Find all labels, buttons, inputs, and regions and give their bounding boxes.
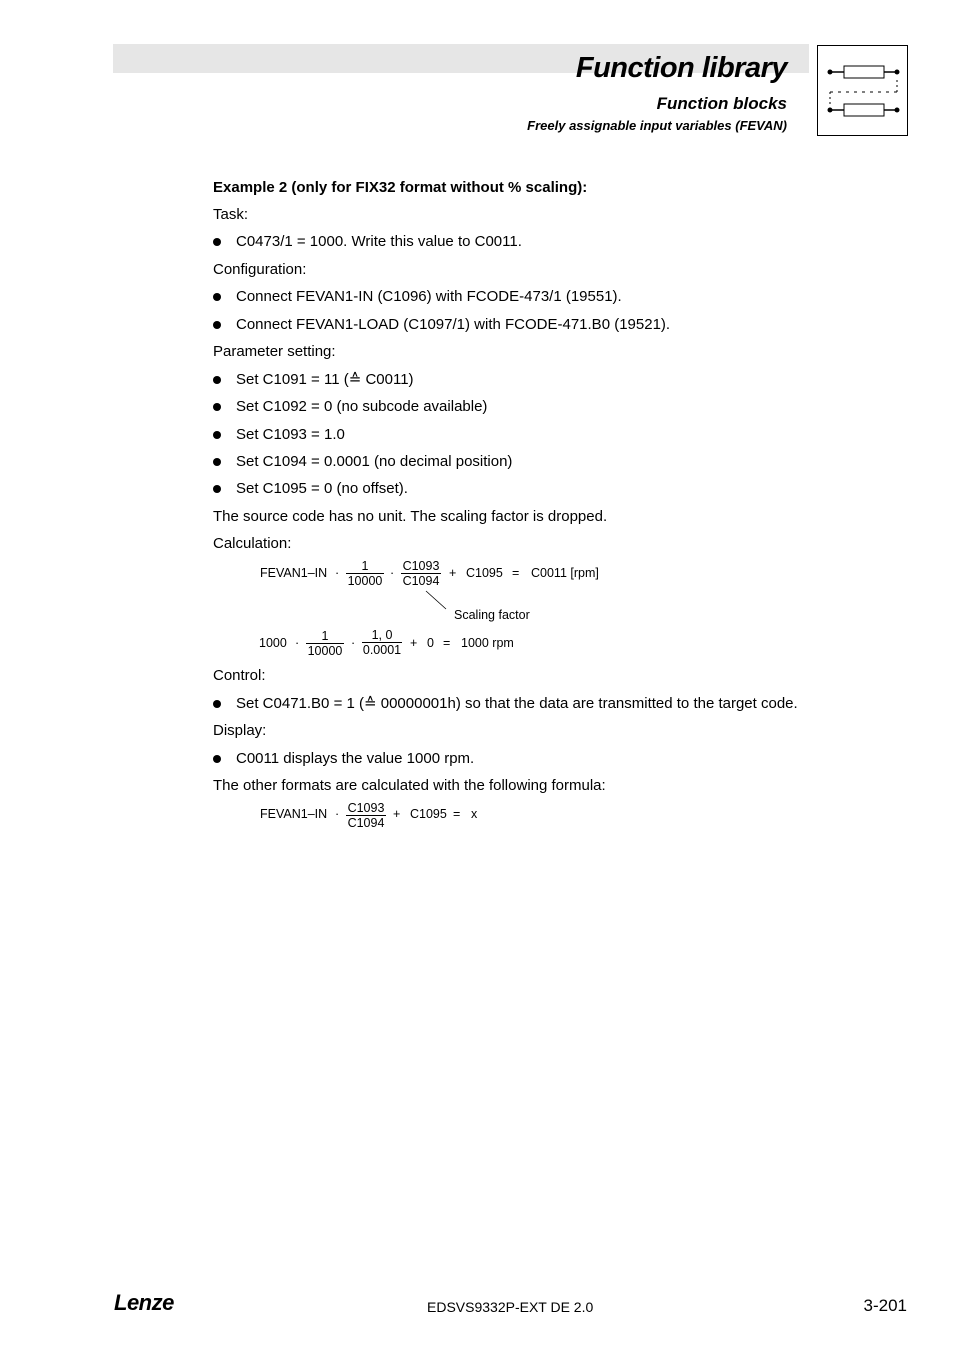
- formula-fraction: [401, 559, 441, 588]
- formula-offset: C1095: [410, 807, 447, 821]
- bullet-marker: [213, 458, 221, 466]
- param-item: Set C1094 = 0.0001 (no decimal position): [236, 453, 513, 470]
- no-unit-text: The source code has no unit. The scaling factor is dropped.: [213, 508, 608, 525]
- formula-equals: =: [453, 807, 461, 821]
- fraction-numerator: 1: [346, 559, 384, 574]
- document-id: EDSVS9332P-EXT DE 2.0: [427, 1299, 594, 1315]
- fraction-denominator: 10000: [307, 644, 343, 658]
- formula-equals: =: [443, 636, 451, 650]
- formula-plus: +: [410, 636, 418, 650]
- formula-result: x: [471, 807, 478, 821]
- formula-dot: ·: [351, 636, 356, 650]
- formula-result: 1000 rpm: [461, 636, 514, 650]
- parameter-label: Parameter setting:: [213, 343, 336, 360]
- formula-dot: ·: [335, 566, 340, 580]
- formula-offset: C1095: [466, 566, 503, 580]
- formula-fraction: [346, 801, 386, 830]
- bullet-marker: [213, 403, 221, 411]
- configuration-label: Configuration:: [213, 261, 307, 278]
- display-label: Display:: [213, 722, 267, 739]
- display-item: C0011 displays the value 1000 rpm.: [236, 750, 475, 767]
- formula-plus: +: [449, 566, 457, 580]
- chapter-subtitle: Function blocks: [656, 94, 787, 113]
- config-item: Connect FEVAN1-LOAD (C1097/1) with FCODE-471.B0 (19521).: [236, 316, 671, 333]
- page-number: 3-201: [863, 1296, 907, 1315]
- config-item: Connect FEVAN1-IN (C1096) with FCODE-473/1 (19551).: [236, 288, 622, 305]
- section-title: Freely assignable input variables (FEVAN): [527, 118, 787, 133]
- lenze-logo: Lenze: [114, 1290, 174, 1315]
- formula-input: FEVAN1–IN: [260, 566, 328, 580]
- formula-plus: +: [393, 807, 401, 821]
- param-item: Set C1092 = 0 (no subcode available): [236, 398, 488, 415]
- fraction-denominator: 0.0001: [362, 643, 402, 657]
- bullet-marker: [213, 485, 221, 493]
- scaling-factor-annotation: Scaling factor: [454, 608, 530, 622]
- bullet-marker: [213, 376, 221, 384]
- formula-dot: ·: [390, 566, 395, 580]
- bullet-marker: [213, 700, 221, 708]
- other-formats-text: The other formats are calculated with the following formula:: [213, 777, 606, 794]
- fraction-denominator: C1094: [402, 574, 440, 588]
- formula-fraction: [306, 629, 344, 658]
- bullet-marker: [213, 293, 221, 301]
- fraction-denominator: C1094: [347, 816, 385, 830]
- control-label: Control:: [213, 667, 266, 684]
- control-item: Set C0471.B0 = 1 (≙ 00000001h) so that the data are transmitted to the target code.: [236, 695, 798, 712]
- fraction-denominator: 10000: [347, 574, 383, 588]
- param-item: Set C1091 = 11 (≙ C0011): [236, 371, 414, 388]
- formula-fraction: [362, 628, 402, 657]
- formula-equals: =: [512, 566, 520, 580]
- fraction-numerator: C1093: [402, 559, 440, 573]
- formula-dot: ·: [335, 807, 340, 821]
- task-label: Task:: [213, 206, 249, 223]
- param-item: Set C1095 = 0 (no offset).: [236, 480, 408, 497]
- annotation-leader-line: [420, 588, 450, 612]
- formula-input: 1000: [259, 636, 287, 650]
- bullet-marker: [213, 431, 221, 439]
- task-item: C0473/1 = 1000. Write this value to C0011.: [236, 233, 522, 250]
- function-block-icon: [817, 45, 908, 136]
- bullet-marker: [213, 321, 221, 329]
- formula-result: C0011 [rpm]: [531, 566, 599, 580]
- formula-dot: ·: [295, 636, 300, 650]
- example-heading: Example 2 (only for FIX32 format without % scaling):: [213, 179, 588, 196]
- fraction-numerator: 1: [306, 629, 344, 644]
- formula-offset: 0: [427, 636, 434, 650]
- bullet-marker: [213, 238, 221, 246]
- calculation-label: Calculation:: [213, 535, 292, 552]
- param-item: Set C1093 = 1.0: [236, 426, 345, 443]
- page-title: Function library: [575, 52, 787, 84]
- formula-fraction: [346, 559, 384, 588]
- formula-input: FEVAN1–IN: [260, 807, 328, 821]
- fraction-numerator: 1, 0: [362, 628, 402, 643]
- bullet-marker: [213, 755, 221, 763]
- fraction-numerator: C1093: [347, 801, 385, 815]
